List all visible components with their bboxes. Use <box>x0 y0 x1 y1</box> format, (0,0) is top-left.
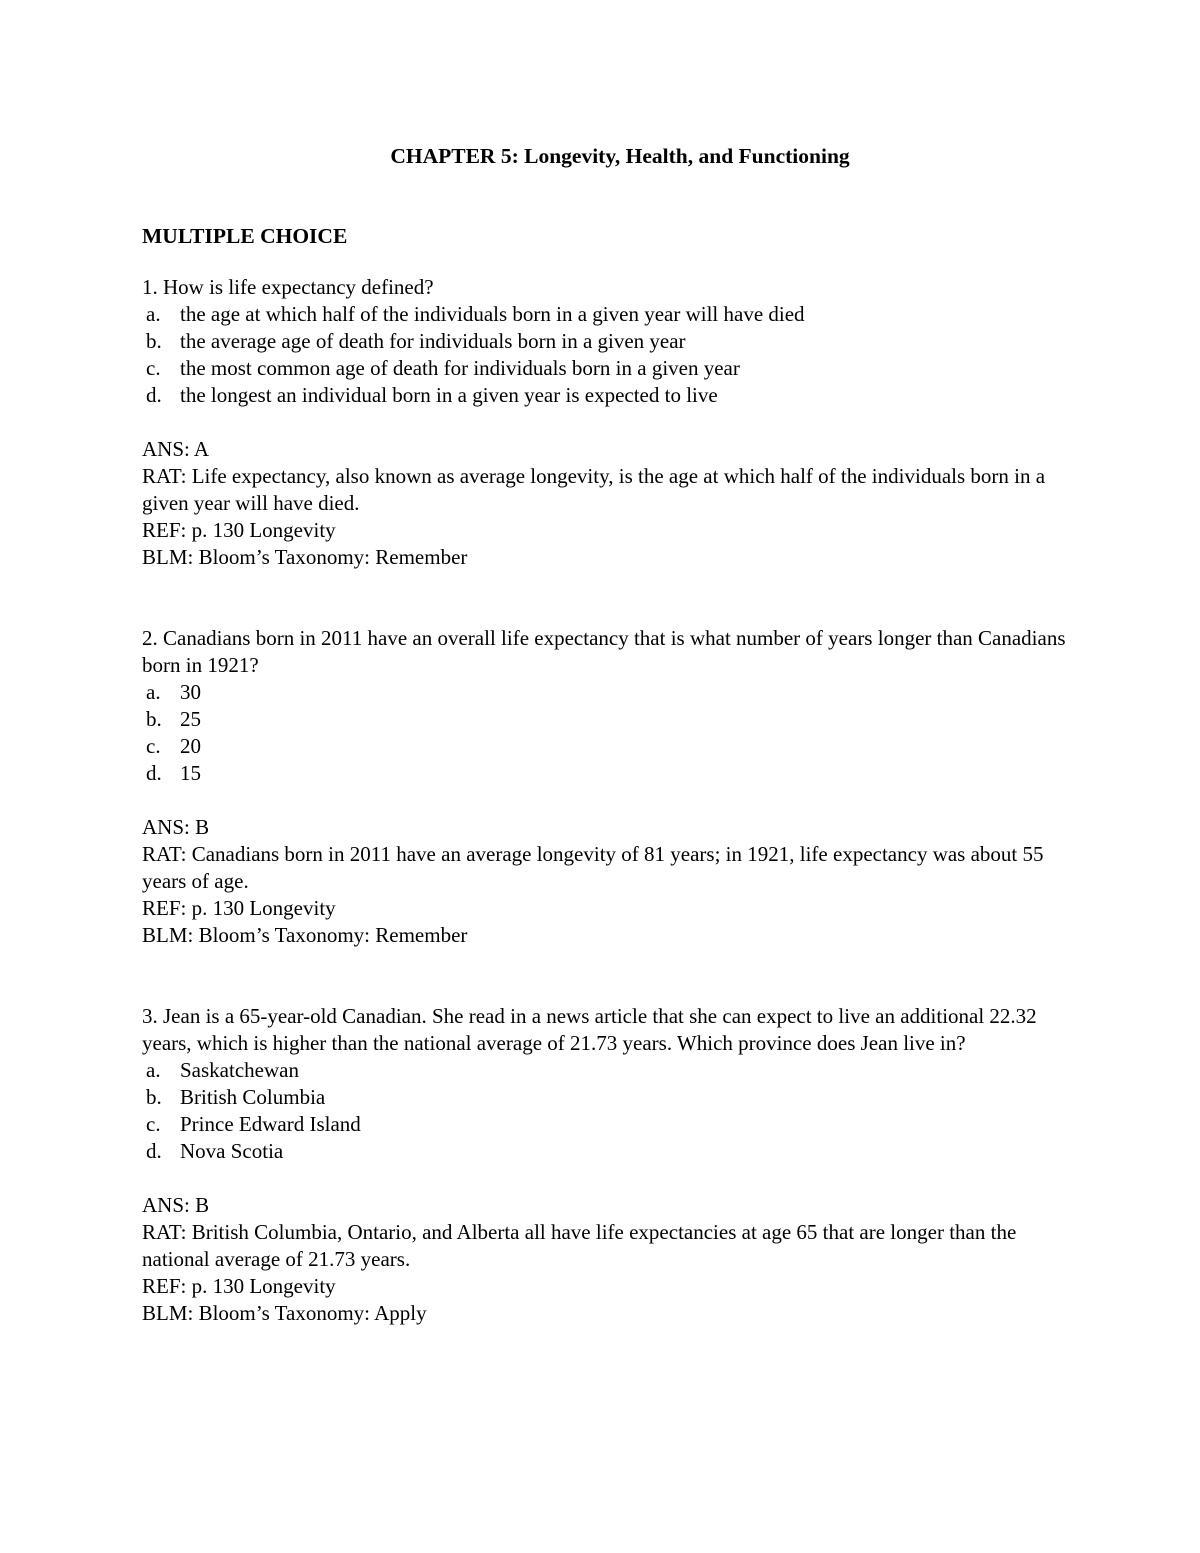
answer-block <box>142 436 1082 571</box>
option-text: 25 <box>180 707 201 731</box>
option-letter: d. <box>146 761 162 785</box>
option-d <box>142 382 1082 409</box>
option-c <box>142 355 1082 382</box>
document-page <box>142 140 1082 1327</box>
answer-line: ANS: A <box>142 437 210 461</box>
option-letter: b. <box>146 1085 162 1109</box>
option-list <box>142 1057 1082 1165</box>
option-letter: b. <box>146 707 162 731</box>
rationale-line: RAT: Life expectancy, also known as average longevity, is the age at which half of the individuals born in a given year will have died. <box>142 464 1046 515</box>
spacer <box>142 949 1082 1003</box>
section-heading: MULTIPLE CHOICE <box>142 224 348 248</box>
option-letter: d. <box>146 1139 162 1163</box>
reference-line: REF: p. 130 Longevity <box>142 896 336 920</box>
option-text: Nova Scotia <box>180 1139 284 1163</box>
option-letter: b. <box>146 329 162 353</box>
option-letter: c. <box>146 356 161 380</box>
answer-line: ANS: B <box>142 815 210 839</box>
option-letter: d. <box>146 383 162 407</box>
rationale-line: RAT: British Columbia, Ontario, and Alberta all have life expectancies at age 65 that are longer than the national average of 21.73 years. <box>142 1220 1017 1271</box>
option-letter: a. <box>146 680 161 704</box>
option-text: 15 <box>180 761 201 785</box>
option-b <box>142 328 1082 355</box>
option-d <box>142 1138 1082 1165</box>
blooms-line: BLM: Bloom’s Taxonomy: Remember <box>142 545 468 569</box>
question-stem: 1. How is life expectancy defined? <box>142 275 434 299</box>
question-3 <box>142 1003 1082 1327</box>
option-letter: a. <box>146 302 161 326</box>
blooms-line: BLM: Bloom’s Taxonomy: Remember <box>142 923 468 947</box>
option-text: the average age of death for individuals born in a given year <box>180 329 686 353</box>
chapter-title: CHAPTER 5: Longevity, Health, and Functioning <box>390 144 850 168</box>
option-list <box>142 301 1082 409</box>
option-a <box>142 1057 1082 1084</box>
option-c <box>142 733 1082 760</box>
option-text: 30 <box>180 680 201 704</box>
option-text: British Columbia <box>180 1085 326 1109</box>
question-1 <box>142 274 1082 571</box>
option-text: the age at which half of the individuals born in a given year will have died <box>180 302 805 326</box>
option-list <box>142 679 1082 787</box>
option-letter: a. <box>146 1058 161 1082</box>
reference-line: REF: p. 130 Longevity <box>142 1274 336 1298</box>
question-stem: 2. Canadians born in 2011 have an overall life expectancy that is what number of years longer than Canadians born in 1921? <box>142 626 1066 677</box>
answer-block <box>142 814 1082 949</box>
option-letter: c. <box>146 734 161 758</box>
option-text: Saskatchewan <box>180 1058 299 1082</box>
answer-line: ANS: B <box>142 1193 210 1217</box>
rationale-line: RAT: Canadians born in 2011 have an average longevity of 81 years; in 1921, life expectancy was about 55 years of age. <box>142 842 1044 893</box>
option-text: Prince Edward Island <box>180 1112 361 1136</box>
option-b <box>142 1084 1082 1111</box>
answer-block <box>142 1192 1082 1327</box>
option-text: the longest an individual born in a given year is expected to live <box>180 383 718 407</box>
option-d <box>142 760 1082 787</box>
option-c <box>142 1111 1082 1138</box>
blooms-line: BLM: Bloom’s Taxonomy: Apply <box>142 1301 427 1325</box>
question-2 <box>142 625 1082 949</box>
option-letter: c. <box>146 1112 161 1136</box>
option-a <box>142 679 1082 706</box>
reference-line: REF: p. 130 Longevity <box>142 518 336 542</box>
option-a <box>142 301 1082 328</box>
option-text: the most common age of death for individuals born in a given year <box>180 356 740 380</box>
option-text: 20 <box>180 734 201 758</box>
option-b <box>142 706 1082 733</box>
question-stem: 3. Jean is a 65-year-old Canadian. She read in a news article that she can expect to live an additional 22.32 years, which is higher than the national average of 21.73 years. Which province does Jean live in? <box>142 1004 1037 1055</box>
spacer <box>142 571 1082 625</box>
